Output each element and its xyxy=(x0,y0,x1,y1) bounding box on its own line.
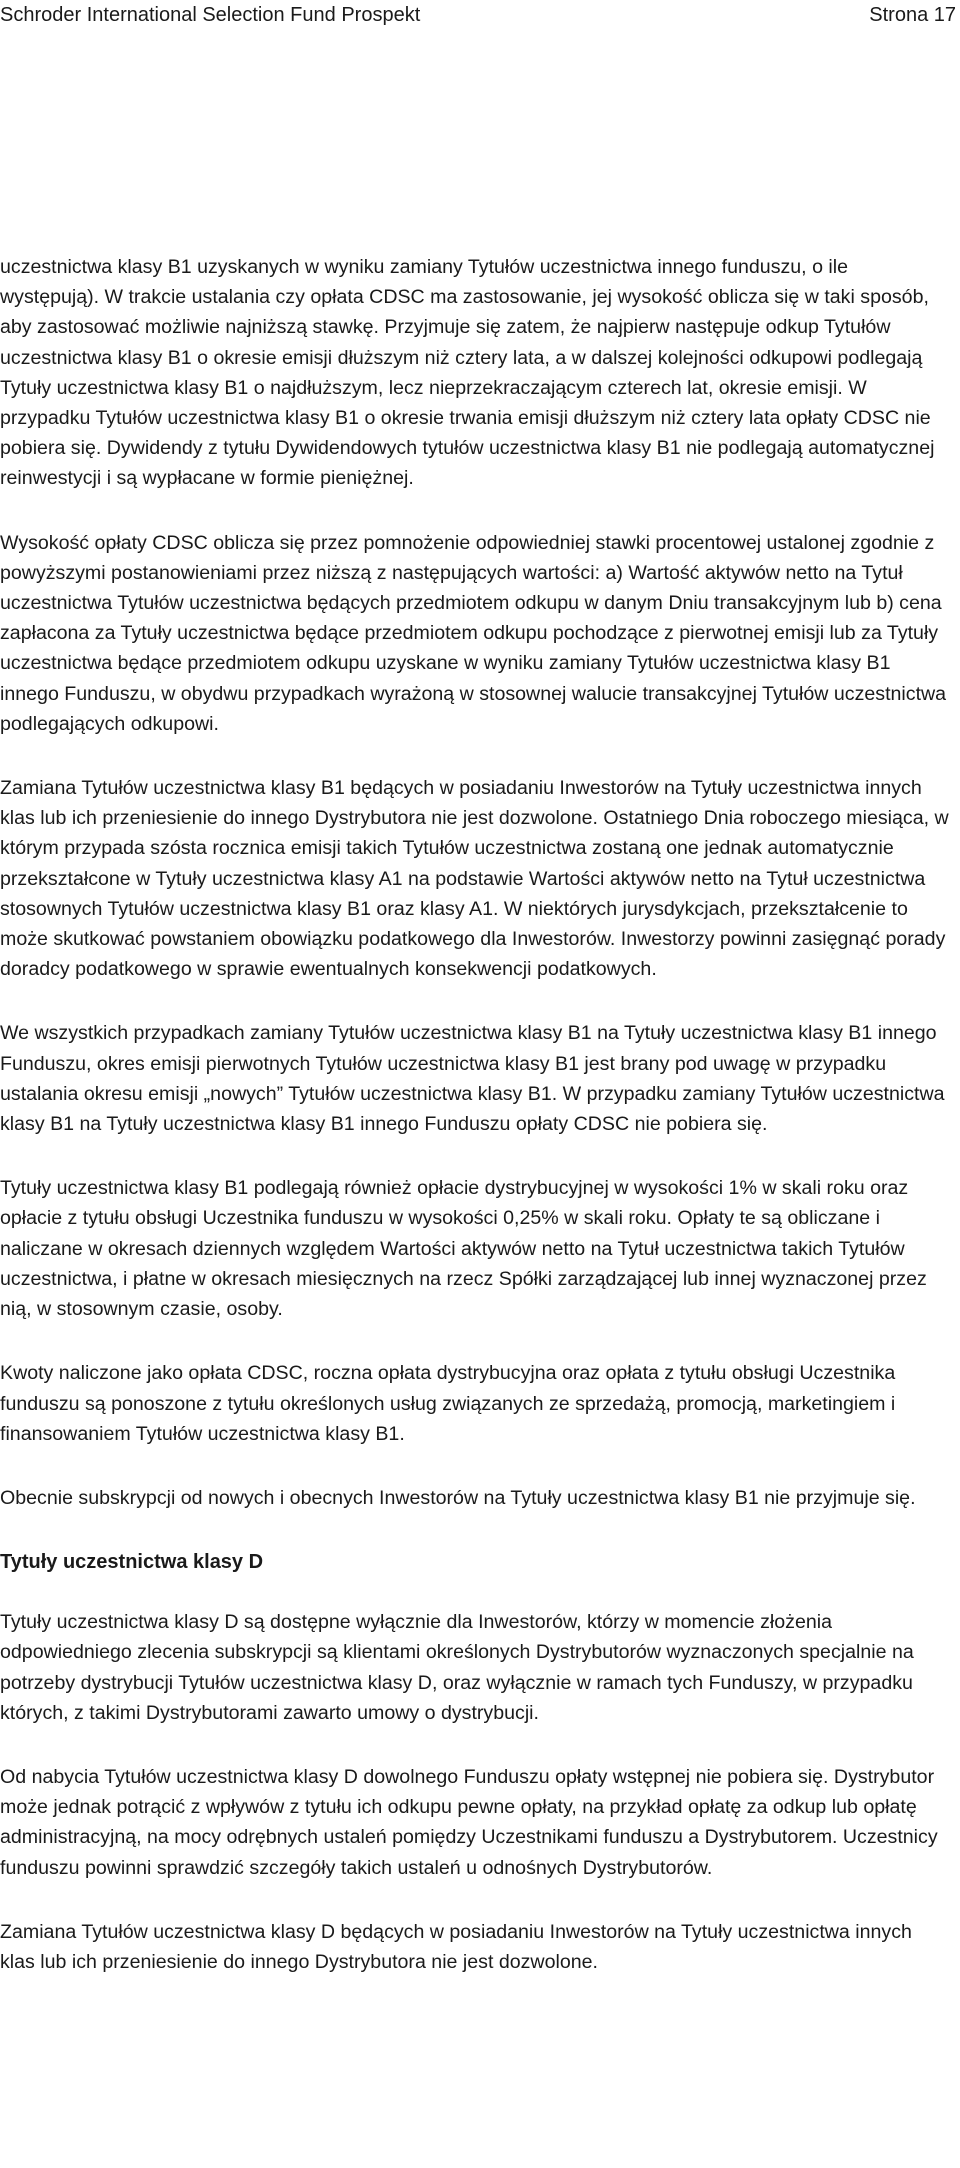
document-title: Schroder International Selection Fund Prospekt xyxy=(0,4,421,26)
paragraph-switching: We wszystkich przypadkach zamiany Tytułów uczestnictwa klasy B1 na Tytuły uczestnictwa klasy B1 innego Funduszu, okres emisji pierwotnych Tytułów uczestnictwa klasy B1 jest brany pod uwagę w przypadku ustalania okresu emisji „nowych” Tytułów uczestnictwa klasy B1. W przypadku zamiany Tytułów uczestnictwa klasy B1 na Tytuły uczestnictwa klasy B1 innego Funduszu opłaty CDSC nie pobiera się. xyxy=(0,1022,945,1136)
paragraph-conversion: Zamiana Tytułów uczestnictwa klasy B1 będących w posiadaniu Inwestorów na Tytuły uczestnictwa innych klas lub ich przeniesienie do innego Dystrybutora nie jest dozwolone. Ostatniego Dnia roboczego miesiąca, w którym przypada szósta rocznica emisji takich Tytułów uczestnictwa zostaną one jednak automatycznie przekształcone w Tytuły uczestnictwa klasy A1 na podstawie Wartości aktywów netto na Tytuł uczestnictwa stosownych Tytułów uczestnictwa klasy B1 oraz klasy A1. W niektórych jurysdykcjach, przekształcenie to może skutkować powstaniem obowiązku podatkowego dla Inwestorów. Inwestorzy powinni zasięgnąć porady doradcy podatkowego w sprawie ewentualnych konsekwencji podatkowych. xyxy=(0,777,949,981)
document-body xyxy=(0,252,952,2011)
paragraph-class-d-availability: Tytuły uczestnictwa klasy D są dostępne wyłącznie dla Inwestorów, którzy w momencie złożenia odpowiedniego zlecenia subskrypcji są klientami określonych Dystrybutorów wyznaczonych specjalnie na potrzeby dystrybucji Tytułów uczestnictwa klasy D, oraz wyłącznie w ramach tych Funduszy, w przypadku których, z takimi Dystrybutorami zawarto umowy o dystrybucji. xyxy=(0,1611,914,1724)
section-heading: Tytuły uczestnictwa klasy D xyxy=(0,1551,264,1574)
paragraph-class-d-fees: Od nabycia Tytułów uczestnictwa klasy D dowolnego Funduszu opłaty wstępnej nie pobiera się. Dystrybutor może jednak potrącić z wpływów z tytułu ich odkupu pewne opłaty, na przykład opłatę za odkup lub opłatę administracyjną, na mocy odrębnych ustaleń pomiędzy Uczestnikami funduszu a Dystrybutorem. Uczestnicy funduszu powinni sprawdzić szczegóły takich ustaleń u odnośnych Dystrybutorów. xyxy=(0,1765,938,1879)
paragraph-subscriptions-closed: Obecnie subskrypcji od nowych i obecnych Inwestorów na Tytuły uczestnictwa klasy B1 nie przyjmuje się. xyxy=(0,1486,916,1509)
paragraph-cdsc-calculation: uczestnictwa klasy B1 uzyskanych w wyniku zamiany Tytułów uczestnictwa innego funduszu, o ile występują). W trakcie ustalania czy opłata CDSC ma zastosowanie, jej wysokość oblicza się w taki sposób, aby zastosować możliwie najniższą stawkę. Przyjmuje się zatem, że najpierw następuje odkup Tytułów uczestnictwa klasy B1 o okresie emisji dłuższym niż cztery lata, a w dalszej kolejności odkupowi podlegają Tytuły uczestnictwa klasy B1 o najdłuższym, lecz nieprzekraczającym czterech lat, okresie emisji. W przypadku Tytułów uczestnictwa klasy B1 o okresie trwania emisji dłuższym niż cztery lata opłaty CDSC nie pobiera się. Dywidendy z tytułu Dywidendowych tytułów uczestnictwa klasy B1 nie podlegają automatycznej reinwestycji i są wypłacane w formie pieniężnej. xyxy=(0,256,935,490)
paragraph-cdsc-amount: Wysokość opłaty CDSC oblicza się przez pomnożenie odpowiedniej stawki procentowej ustalonej zgodnie z powyższymi postanowieniami przez niższą z następujących wartości: a) Wartość aktywów netto na Tytuł uczestnictwa Tytułów uczestnictwa będących przedmiotem odkupu w danym Dniu transakcyjnym lub b) cena zapłacona za Tytuły uczestnictwa będące przedmiotem odkupu pochodzące z pierwotnej emisji lub za Tytuły uczestnictwa będące przedmiotem odkupu uzyskane w wyniku zamiany Tytułów uczestnictwa klasy B1 innego Funduszu, w obydwu przypadkach wyrażoną w stosownej walucie transakcyjnej Tytułów uczestnictwa podlegających odkupowi. xyxy=(0,531,947,735)
page-header xyxy=(0,0,960,40)
paragraph-fee-purpose: Kwoty naliczone jako opłata CDSC, roczna opłata dystrybucyjna oraz opłata z tytułu obsługi Uczestnika funduszu są ponoszone z tytułu określonych usług związanych ze sprzedażą, promocją, marketingiem i finansowaniem Tytułów uczestnictwa klasy B1. xyxy=(0,1362,896,1445)
paragraph-class-d-conversion: Zamiana Tytułów uczestnictwa klasy D będących w posiadaniu Inwestorów na Tytuły uczestnictwa innych klas lub ich przeniesienie do innego Dystrybutora nie jest dozwolone. xyxy=(0,1920,912,1973)
paragraph-distribution-fee: Tytuły uczestnictwa klasy B1 podlegają również opłacie dystrybucyjnej w wysokości 1% w skali roku oraz opłacie z tytułu obsługi Uczestnika funduszu w wysokości 0,25% w skali roku. Opłaty te są obliczane i naliczane w okresach dziennych względem Wartości aktywów netto na Tytuł uczestnictwa takich Tytułów uczestnictwa, i płatne w okresach miesięcznych na rzecz Spółki zarządzającej lub innej wyznaczonej przez nią, w stosownym czasie, osoby. xyxy=(0,1177,927,1321)
page-number: Strona 17 xyxy=(869,4,956,26)
